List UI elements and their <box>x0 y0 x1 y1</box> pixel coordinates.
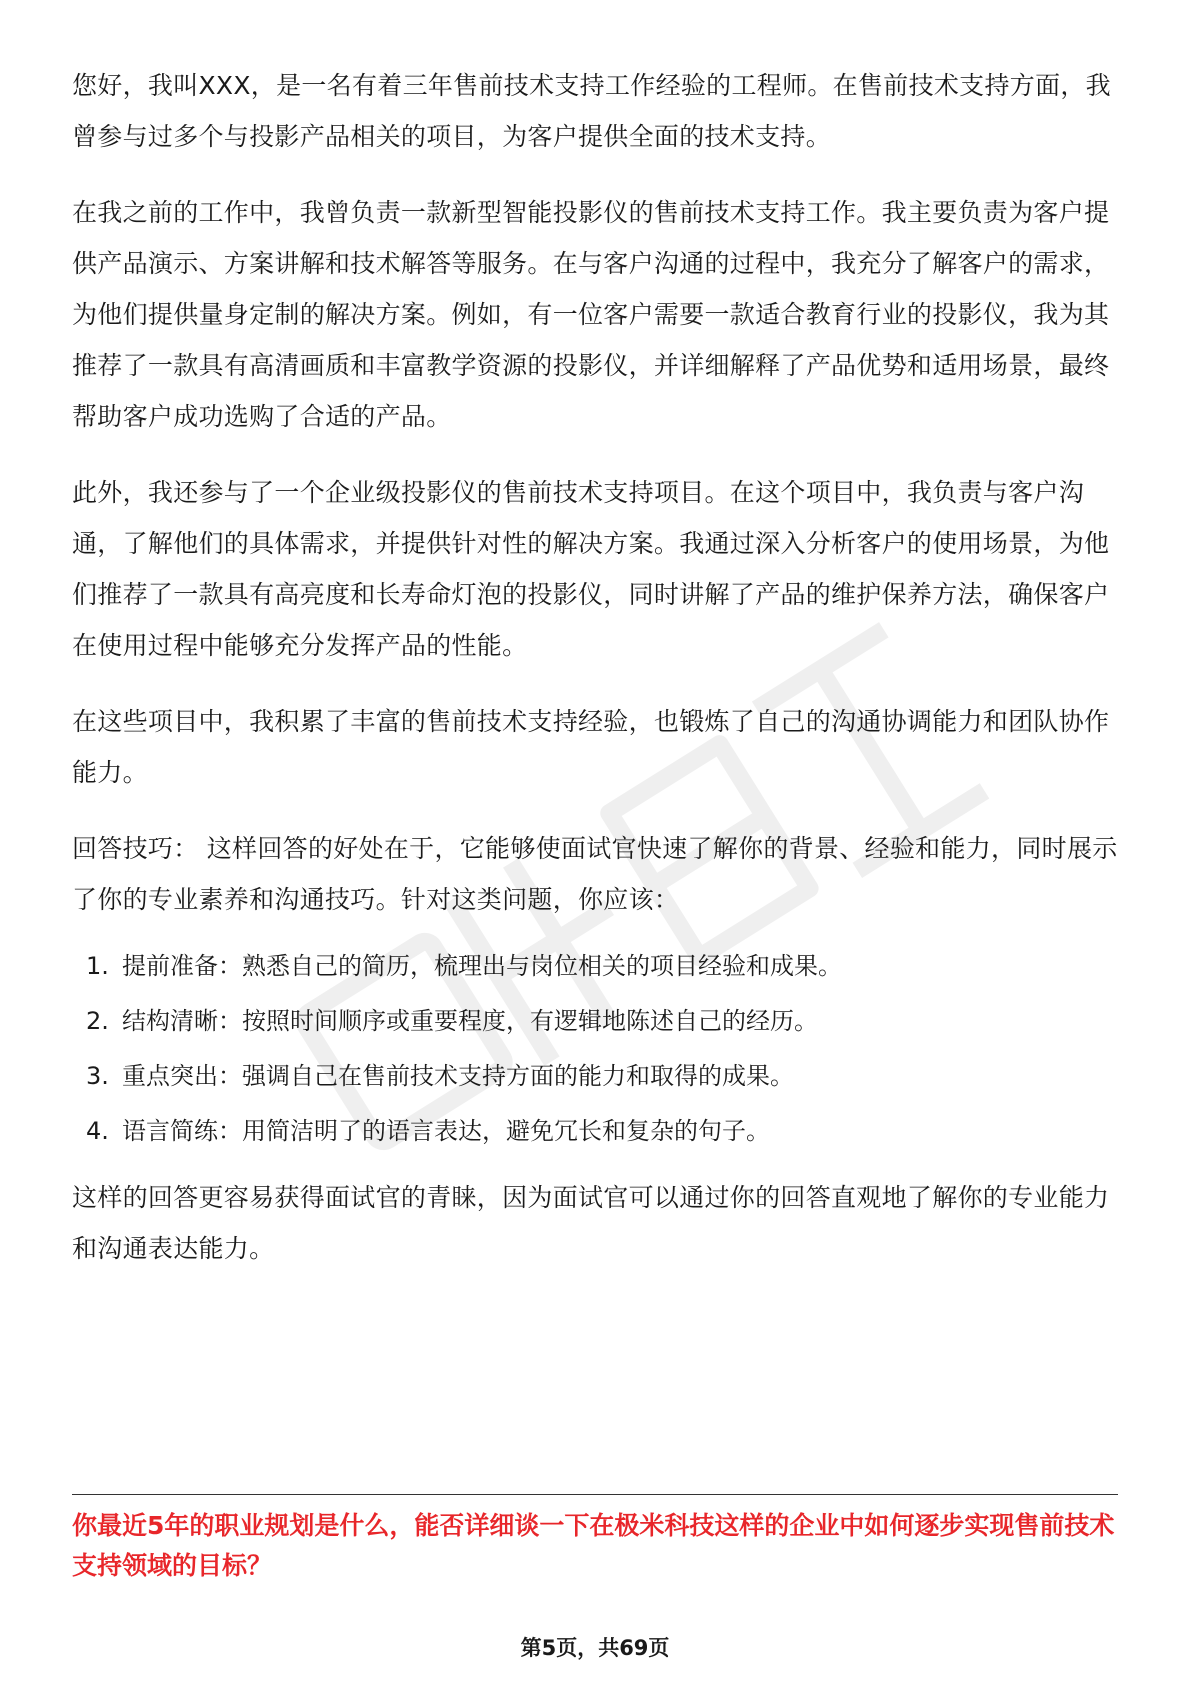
list-number: 2. <box>86 1007 109 1035</box>
list-text: 结构清晰：按照时间顺序或重要程度，有逻辑地陈述自己的经历。 <box>122 1007 818 1035</box>
list-number: 3. <box>86 1062 109 1090</box>
closing-paragraph: 这样的回答更容易获得面试官的青睐，因为面试官可以通过你的回答直观地了解你的专业能力和沟通表达能力。 <box>72 1183 1110 1263</box>
list-number: 1. <box>86 952 109 980</box>
page-footer: 第5页，共69页 <box>520 1636 670 1660</box>
next-question-heading: 你最近5年的职业规划是什么，能否详细谈一下在极米科技这样的企业中如何逐步实现售前技术支持领域的目标？ <box>72 1511 1115 1580</box>
list-text: 提前准备：熟悉自己的简历，梳理出与岗位相关的项目经验和成果。 <box>122 952 842 980</box>
answer-tips-paragraph: 回答技巧： 这样回答的好处在于，它能够使面试官快速了解你的背景、经验和能力，同时展示了你的专业素养和沟通技巧。针对这类问题，你应该： <box>72 834 1118 914</box>
list-text: 语言简练：用简洁明了的语言表达，避免冗长和复杂的句子。 <box>122 1117 770 1145</box>
tips-list <box>72 950 1118 1148</box>
list-text: 重点突出：强调自己在售前技术支持方面的能力和取得的成果。 <box>122 1062 794 1090</box>
list-item <box>72 1005 1118 1038</box>
main-content <box>72 60 1118 1299</box>
list-item <box>72 1115 1118 1148</box>
experience-paragraph: 在我之前的工作中，我曾负责一款新型智能投影仪的售前技术支持工作。我主要负责为客户提供产品演示、方案讲解和技术解答等服务。在与客户沟通的过程中，我充分了解客户的需求，为他们提供量身定制的解决方案。例如，有一位客户需要一款适合教育行业的投影仪，我为其推荐了一款具有高清画质和丰富教学资源的投影仪，并详细解释了产品优势和适用场景，最终帮助客户成功选购了合适的产品。 <box>72 198 1110 431</box>
list-item <box>72 1060 1118 1093</box>
list-item <box>72 950 1118 983</box>
intro-paragraph: 您好，我叫XXX，是一名有着三年售前技术支持工作经验的工程师。在售前技术支持方面，我曾参与过多个与投影产品相关的项目，为客户提供全面的技术支持。 <box>72 71 1111 151</box>
list-number: 4. <box>86 1117 109 1145</box>
summary-paragraph: 在这些项目中，我积累了丰富的售前技术支持经验，也锻炼了自己的沟通协调能力和团队协作能力。 <box>72 707 1110 787</box>
section-divider <box>72 1494 1118 1495</box>
enterprise-project-paragraph: 此外，我还参与了一个企业级投影仪的售前技术支持项目。在这个项目中，我负责与客户沟通，了解他们的具体需求，并提供针对性的解决方案。我通过深入分析客户的使用场景，为他们推荐了一款具有高亮度和长寿命灯泡的投影仪，同时讲解了产品的维护保养方法，确保客户在使用过程中能够充分发挥产品的性能。 <box>72 478 1110 660</box>
